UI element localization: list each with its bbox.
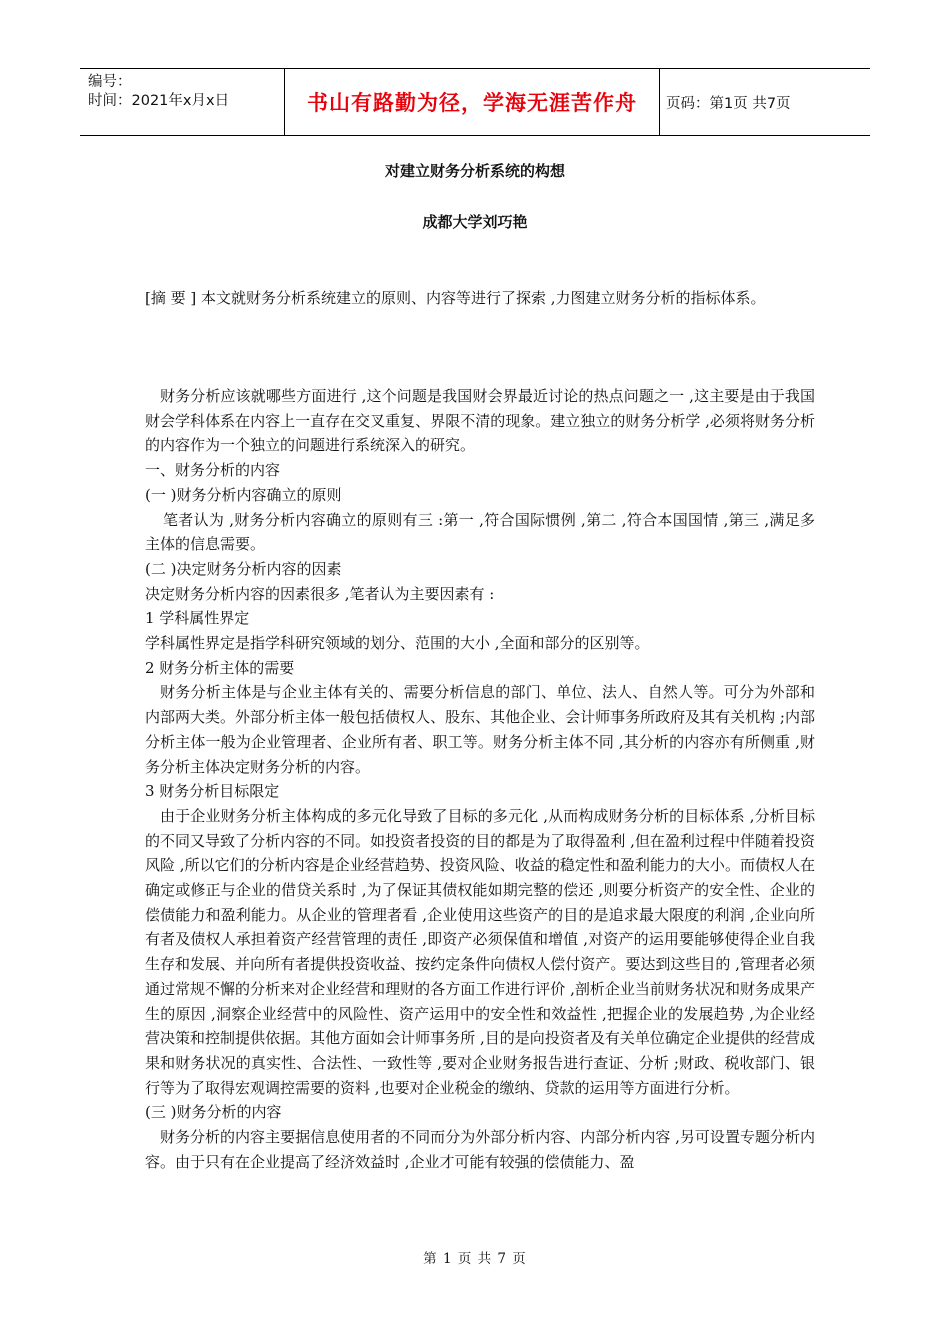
body-text (145, 384, 815, 1175)
header-motto: 书山有路勤为径，学海无涯苦作舟 (284, 69, 660, 135)
paragraph: 决定财务分析内容的因素很多 ,笔者认为主要因素有 : (145, 584, 495, 603)
paragraph: 1 学科属性界定 (145, 609, 250, 628)
paragraph: 由于企业财务分析主体构成的多元化导致了目标的多元化 ,从而构成财务分析的目标体系 ,分析目标的不同又导致了分析内容的不同。如投资者投资的目的都是为了取得盈利 ,但在盈利过程中伴随着投资风险 ,所以它们的分析内容是企业经营趋势、投资风险、收益的稳定性和盈利能力的大小。而债权人在确定或修正与企业的借贷关系时 ,为了保证其债权能如期完整的偿还 ,则要分析资产的安全性、企业的偿债能力和盈利能力。从企业的管理者看 ,企业使用这些资产的目的是追求最大限度的利润 ,企业向所有者及债权人承担着资产经营管理的责任 ,即资产必须保值和增值 ,对资产的运用要能够使得企业自我生存和发展、并向所有者提供投资收益、按约定条件向债权人偿付资产。要达到这些目的 ,管理者必须通过常规不懈的分析来对企业经营和理财的各方面工作进行评价 ,剖析企业当前财务状况和财务成果产生的原因 ,洞察企业经营中的风险性、资产运用中的安全性和效益性 ,把握企业的发展趋势 ,为企业经营决策和控制提供依据。其他方面如会计师事务所 ,目的是向投资者及有关单位确定企业提供的经营成果和财务状况的真实性、合法性、一致性等 ,要对企业财务报告进行查证、分析 ;财政、税收部门、银行等为了取得宏观调控需要的资料 ,也要对企业税金的缴纳、贷款的运用等方面进行分析。 (145, 806, 815, 1097)
paragraph: (一 )财务分析内容确立的原则 (145, 485, 342, 504)
paragraph: 2 财务分析主体的需要 (145, 658, 295, 677)
page-footer: 第 1 页 共 7 页 (423, 1251, 527, 1267)
paragraph: 笔者认为 ,财务分析内容确立的原则有三 :第一 ,符合国际惯例 ,第二 ,符合本国国情 ,第三 ,满足多主体的信息需要。 (145, 510, 815, 554)
paragraph: 财务分析应该就哪些方面进行 ,这个问题是我国财会界最近讨论的热点问题之一 ,这主要是由于我国财会学科体系在内容上一直存在交叉重复、界限不清的现象。建立独立的财务分析学 ,必须将财务分析的内容作为一个独立的问题进行系统深入的研究。 (145, 387, 815, 455)
header-meta (88, 73, 284, 111)
abstract (145, 285, 815, 311)
abstract-text: [摘 要 ] 本文就财务分析系统建立的原则、内容等进行了探索 ,力图建立财务分析的指标体系。 (145, 289, 766, 307)
document-author: 成都大学刘巧艳 (422, 213, 528, 231)
paragraph: 学科属性界定是指学科研究领域的划分、范围的大小 ,全面和部分的区别等。 (145, 634, 650, 653)
page-header (80, 68, 870, 136)
document-number-label: 编号： (88, 74, 132, 90)
paragraph: 财务分析的内容主要据信息使用者的不同而分为外部分析内容、内部分析内容 ,另可设置专题分析内容。由于只有在企业提高了经济效益时 ,企业才可能有较强的偿债能力、盈 (145, 1128, 815, 1171)
paragraph: 财务分析主体是与企业主体有关的、需要分析信息的部门、单位、法人、自然人等。可分为外部和内部两大类。外部分析主体一般包括债权人、股东、其他企业、会计师事务所政府及其有关机构 ;内部分析主体一般为企业管理者、企业所有者、职工等。财务分析主体不同 ,其分析的内容亦有所侧重 ,财务分析主体决定财务分析的内容。 (145, 683, 815, 776)
paragraph: 一、财务分析的内容 (145, 461, 281, 480)
paragraph: (二 )决定财务分析内容的因素 (145, 559, 342, 578)
header-page-info: 页码：第1页 共7页 (666, 95, 791, 112)
document-title: 对建立财务分析系统的构想 (384, 162, 565, 180)
document-date: 时间：2021年x月x日 (88, 93, 230, 109)
paragraph: 3 财务分析目标限定 (145, 782, 280, 801)
paragraph: (三 )财务分析的内容 (145, 1103, 282, 1122)
